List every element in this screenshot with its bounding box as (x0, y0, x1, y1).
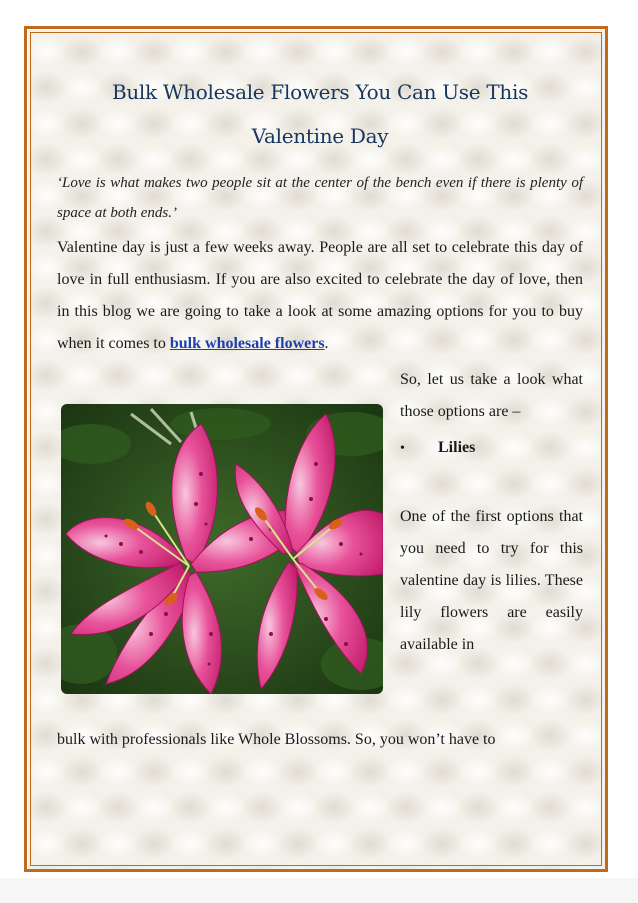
page-bottom-strip (0, 878, 638, 903)
side-text-column (400, 364, 583, 661)
intro-text: Valentine day is just a few weeks away. People are all set to celebrate this day of love in full enthusiasm. If you are also excited to celebrate the day of love, then in this blog we are going to take a look at some amazing options for you to buy when it comes to (57, 239, 583, 352)
title-line-1: Bulk Wholesale Flowers You Can Use This (111, 80, 529, 104)
bullet-label: Lilies (438, 439, 476, 456)
lilies-paragraph-side: One of the first options that you need to try for this valentine day is lilies. These lily flowers are easily available in (400, 508, 583, 653)
bullet-item-lilies (400, 432, 583, 465)
article-title (57, 70, 583, 158)
lily-photo (61, 404, 383, 694)
bulk-wholesale-flowers-link[interactable]: bulk wholesale flowers (169, 335, 325, 352)
figure-row (57, 364, 583, 724)
lead-in-text: So, let us take a look what those options are – (400, 371, 583, 420)
intro-end: . (324, 335, 329, 352)
opening-quote: ‘Love is what makes two people sit at the center of the bench even if there is plenty of space at both ends.’ (57, 175, 583, 221)
lilies-paragraph-tail: bulk with professionals like Whole Blossoms. So, you won’t have to (57, 731, 496, 748)
intro-paragraph (57, 232, 583, 360)
title-line-2: Valentine Day (251, 124, 389, 148)
lily-flower-image (61, 404, 383, 694)
article-body (57, 70, 583, 756)
bullet-icon: • (400, 441, 405, 456)
